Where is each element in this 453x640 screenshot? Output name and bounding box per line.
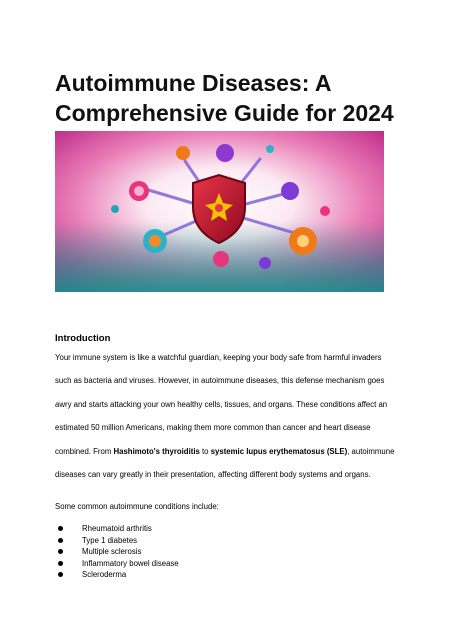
bold-term: Hashimoto's thyroiditis	[113, 446, 200, 456]
list-item: Scleroderma	[56, 569, 179, 581]
list-item: Type 1 diabetes	[56, 535, 179, 547]
virus-icon	[289, 227, 317, 255]
virus-icon	[176, 146, 190, 160]
intro-heading: Introduction	[55, 333, 111, 344]
paragraph-text: , autoimmune diseases can vary greatly in their presentation, affecting different body systems and organs.	[55, 446, 395, 480]
conditions-list	[56, 523, 179, 581]
paragraph-text: Your immune system is like a watchful guardian, keeping your body safe from harmful invaders such as bacteria and viruses. However, in autoimmune diseases, this defense mechanism goes awry and starts attacking your own healthy cells, tissues, and organs. These conditions affect an estimated 50 million Americans, making them more common than cancer and heart disease combined. From	[55, 353, 388, 456]
virus-icon	[281, 182, 299, 200]
paragraph-text: to	[199, 446, 211, 456]
virus-icon	[129, 181, 149, 201]
hero-illustration	[55, 131, 384, 292]
intro-paragraph	[55, 346, 400, 486]
virus-icon	[213, 251, 229, 267]
list-item: Multiple sclerosis	[56, 546, 179, 558]
hero-image	[55, 131, 384, 292]
page-title: Autoimmune Diseases: A Comprehensive Guide for 2024	[55, 70, 394, 126]
list-intro: Some common autoimmune conditions include:	[55, 502, 219, 511]
list-item: Rheumatoid arthritis	[56, 523, 179, 535]
virus-icon	[143, 229, 167, 253]
bold-term: systemic lupus erythematosus (SLE)	[210, 446, 348, 456]
list-item: Inflammatory bowel disease	[56, 558, 179, 570]
virus-icon	[216, 144, 234, 162]
